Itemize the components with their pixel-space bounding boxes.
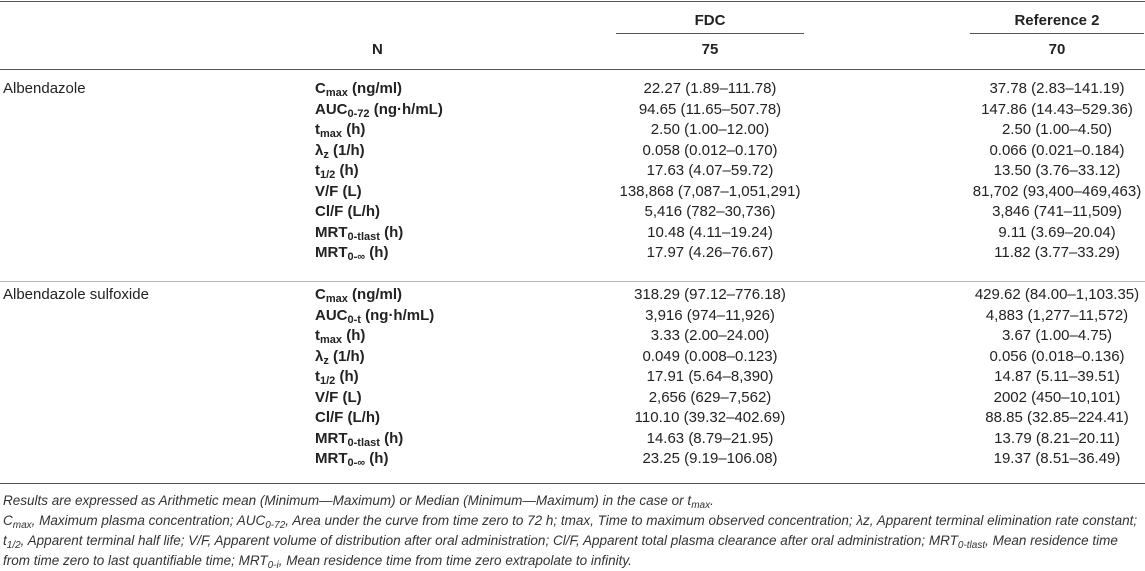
n-fdc: 75 (701, 41, 719, 58)
header-reference: Reference 2 (1014, 12, 1100, 29)
parameter-unit: (ng·h/mL) (369, 100, 443, 118)
parameter-unit: (h) (365, 450, 389, 467)
parameter-symbol: AUC (315, 306, 348, 324)
reference-value: 147.86 (14.43–529.36) (981, 100, 1133, 118)
n-label: N (372, 41, 383, 58)
reference-value: 4,883 (1,277–11,572) (985, 306, 1129, 324)
parameter-subscript: 0-tlast (347, 230, 380, 243)
reference-value: 429.62 (84.00–1,103.35) (974, 286, 1140, 303)
parameter-unit: (1/h) (328, 347, 365, 365)
parameter-label (315, 389, 362, 407)
parameter-label (315, 286, 402, 304)
reference-value: 2.50 (1.00–4.50) (1001, 121, 1113, 138)
parameter-symbol: MRT (315, 223, 348, 241)
parameter-unit: (h) (335, 162, 359, 179)
reference-value: 13.79 (8.21–20.11) (994, 429, 1120, 447)
reference-value: 88.85 (32.85–224.41) (985, 409, 1129, 426)
reference-value: 9.11 (3.69–20.04) (998, 223, 1116, 241)
parameter-subscript: max (320, 128, 343, 140)
reference-value: 3.67 (1.00–4.75) (1001, 327, 1113, 344)
parameter-subscript: max (320, 334, 343, 346)
fdc-value: 23.25 (9.19–106.08) (642, 450, 778, 467)
parameter-unit: (ng/ml) (347, 286, 403, 303)
parameter-unit: (ng·h/mL) (360, 306, 435, 324)
parameter-unit: (L/h) (343, 203, 380, 220)
parameter-label (315, 203, 380, 221)
parameter-subscript: max (325, 293, 348, 305)
drug-name: Albendazole sulfoxide (3, 286, 149, 303)
reference-value: 13.50 (3.76–33.12) (993, 162, 1121, 179)
reference-value: 2002 (450–10,101) (993, 388, 1121, 406)
parameter-symbol: MRT (315, 429, 348, 447)
fdc-value: 0.049 (0.008–0.123) (642, 347, 778, 365)
parameter-symbol: t (315, 327, 320, 344)
parameter-symbol: AUC (315, 100, 348, 118)
parameter-label (315, 307, 434, 325)
parameter-symbol: V/F (315, 388, 339, 406)
fdc-value: 3.33 (2.00–24.00) (650, 327, 770, 344)
parameter-subscript: 0-∞ (347, 251, 366, 263)
parameter-subscript: 0-72 (347, 107, 370, 120)
fdc-value: 2.50 (1.00–12.00) (650, 121, 770, 138)
fdc-value: 10.48 (4.11–19.24) (647, 223, 773, 241)
parameter-label (315, 327, 365, 345)
parameter-unit: (h) (365, 244, 389, 261)
parameter-subscript: 0-∞ (347, 457, 366, 469)
parameter-symbol: MRT (315, 450, 348, 467)
fdc-value: 94.65 (11.65–507.78) (638, 100, 782, 118)
parameter-subscript: 1/2 (320, 169, 336, 181)
parameter-unit: (L/h) (343, 409, 380, 426)
parameter-unit: (h) (379, 429, 404, 447)
reference-value: 14.87 (5.11–39.51) (994, 368, 1120, 385)
fdc-value: 17.63 (4.07–59.72) (646, 162, 774, 179)
table-bottom-rule (0, 483, 1145, 484)
parameter-symbol: t (315, 121, 320, 138)
parameter-subscript: max (325, 87, 348, 99)
parameter-symbol: C (315, 286, 326, 303)
reference-group-rule (970, 33, 1144, 34)
fdc-value: 3,916 (974–11,926) (645, 306, 775, 324)
parameter-subscript: 1/2 (320, 375, 336, 387)
drug-name: Albendazole (3, 80, 86, 97)
reference-value: 81,702 (93,400–469,463) (972, 182, 1142, 200)
parameter-symbol: λ (315, 347, 324, 365)
parameter-symbol: V/F (315, 182, 339, 200)
reference-value: 19.37 (8.51–36.49) (993, 450, 1121, 467)
header-bottom-rule (0, 69, 1145, 70)
parameter-subscript: z (323, 354, 329, 367)
parameter-label (315, 142, 365, 160)
footnote-abbreviations: $C_{max}$, Maximum plasma concentration; $AUC_{0-72}$, Area under the curve from time zero to 72 h; tmax, Time to maximum observed concentration; λz, Apparent terminal elimination rate constant; $t_{1/2}$, Apparent terminal half life; V/F, Apparent volume of distribution after oral administration; Cl/F, Apparent total plasma clearance after oral administration; $MRT_{0-tlast}$, Mean residence time from time zero to last quantifiable time; $MRT_{0-i}$, Mean residence time from time zero extrapolate to infinity. (3, 513, 1138, 571)
parameter-label (315, 183, 362, 201)
parameter-label (315, 430, 403, 448)
parameter-unit: (L) (338, 182, 362, 200)
reference-value: 37.78 (2.83–141.19) (989, 80, 1125, 97)
parameter-symbol: C (315, 80, 326, 97)
header-fdc: FDC (694, 12, 726, 29)
parameter-unit: (h) (335, 368, 359, 385)
parameter-symbol: λ (315, 141, 324, 159)
parameter-label (315, 450, 388, 468)
parameter-symbol: MRT (315, 244, 348, 261)
fdc-value: 17.91 (5.64–8,390) (646, 368, 774, 385)
parameter-unit: (h) (379, 223, 404, 241)
fdc-value: 2,656 (629–7,562) (648, 388, 772, 406)
fdc-value: 17.97 (4.26–76.67) (646, 244, 774, 261)
footnote-results: Results are expressed as Arithmetic mean (Minimum—Maximum) or Median (Minimum—Maximum) in the case or $t_{max}$. (3, 493, 714, 511)
group-divider (0, 281, 1145, 282)
fdc-value: 14.63 (8.79–21.95) (646, 429, 774, 447)
parameter-label (315, 162, 359, 180)
parameter-subscript: 0-t (347, 313, 361, 326)
fdc-value: 0.058 (0.012–0.170) (642, 141, 778, 159)
parameter-symbol: t (315, 368, 320, 385)
reference-value: 11.82 (3.77–33.29) (994, 244, 1120, 261)
parameter-unit: (ng/ml) (347, 80, 403, 97)
fdc-value: 318.29 (97.12–776.18) (634, 286, 786, 303)
parameter-label (315, 409, 380, 427)
fdc-group-rule (616, 33, 804, 34)
parameter-symbol: Cl/F (315, 409, 344, 426)
parameter-symbol: t (315, 162, 320, 179)
parameter-label (315, 244, 388, 262)
table-top-rule (0, 1, 1145, 2)
reference-value: 0.066 (0.021–0.184) (989, 141, 1125, 159)
parameter-label (315, 121, 365, 139)
fdc-value: 110.10 (39.32–402.69) (634, 409, 786, 426)
parameter-label (315, 348, 365, 366)
parameter-symbol: Cl/F (315, 203, 344, 220)
fdc-value: 138,868 (7,087–1,051,291) (619, 182, 801, 200)
parameter-label (315, 224, 403, 242)
parameter-label (315, 101, 443, 119)
parameter-subscript: z (323, 148, 329, 161)
parameter-unit: (1/h) (328, 141, 365, 159)
reference-value: 3,846 (741–11,509) (992, 203, 1122, 220)
fdc-value: 22.27 (1.89–111.78) (643, 80, 777, 97)
parameter-label (315, 80, 402, 98)
parameter-unit: (h) (342, 327, 366, 344)
parameter-label (315, 368, 359, 386)
parameter-subscript: 0-tlast (347, 436, 380, 449)
parameter-unit: (h) (342, 121, 366, 138)
parameter-unit: (L) (338, 388, 362, 406)
n-reference: 70 (1048, 41, 1066, 58)
fdc-value: 5,416 (782–30,736) (644, 203, 776, 220)
reference-value: 0.056 (0.018–0.136) (989, 347, 1125, 365)
